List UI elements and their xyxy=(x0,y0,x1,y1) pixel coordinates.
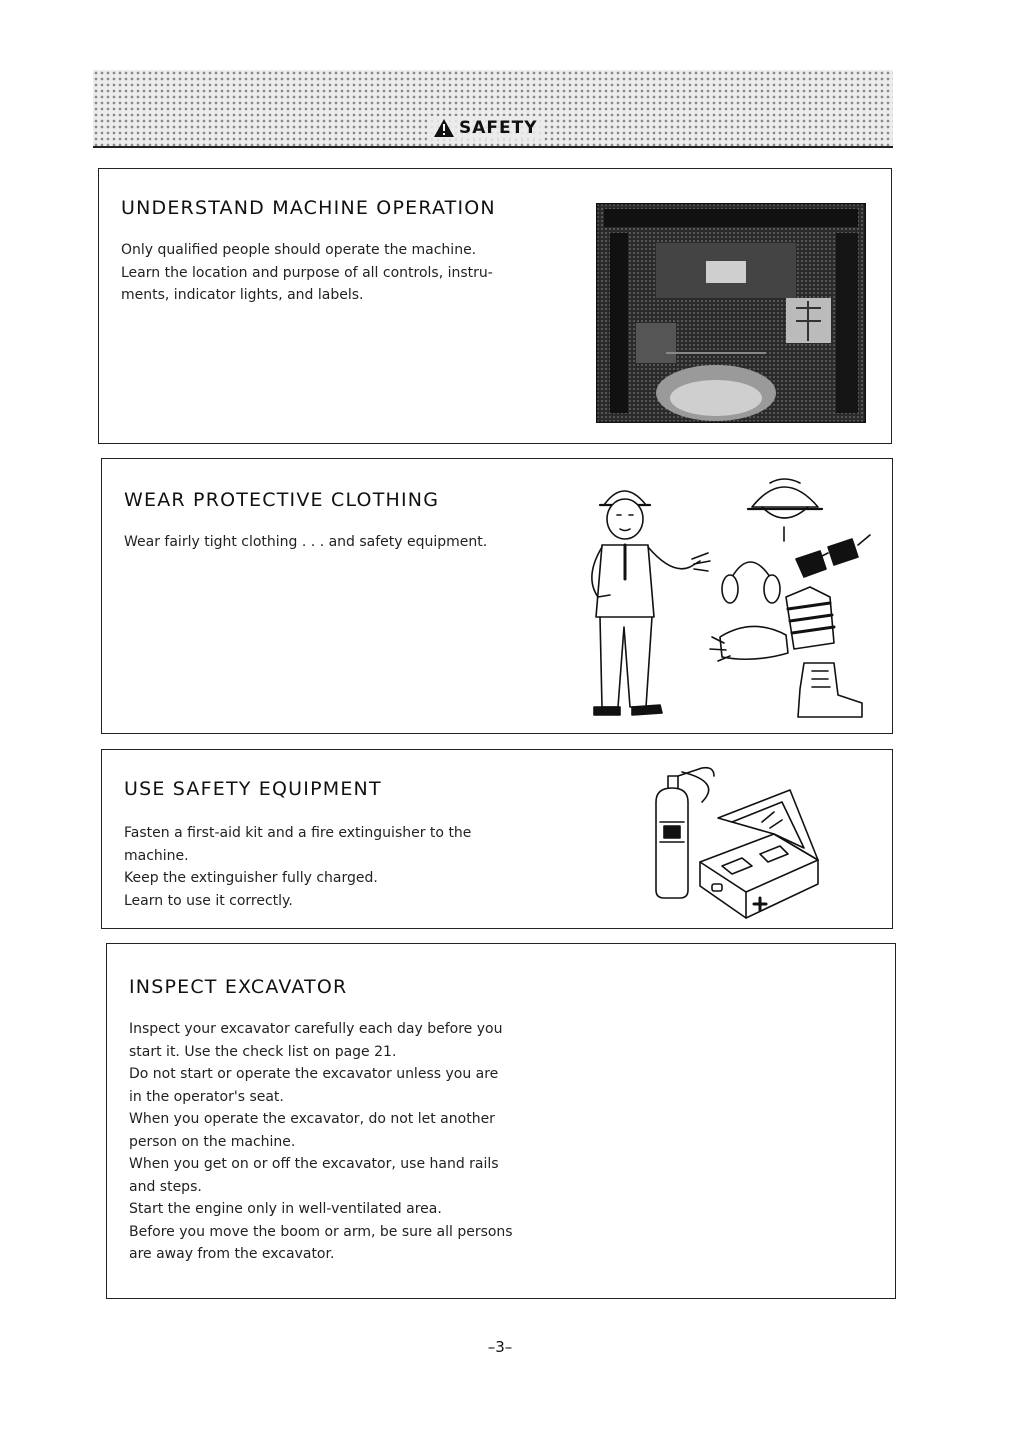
section-body xyxy=(129,1018,559,1266)
work-boot-icon xyxy=(798,663,862,717)
fire-extinguisher-icon xyxy=(656,768,714,898)
body-line: When you get on or off the excavator, use hand rails xyxy=(129,1156,499,1172)
safety-glasses-icon xyxy=(796,535,870,577)
section-title: USE SAFETY EQUIPMENT xyxy=(124,778,382,800)
hard-hat-icon xyxy=(748,479,822,541)
body-line: person on the machine. xyxy=(129,1133,296,1150)
protective-clothing-illustration xyxy=(572,467,872,727)
body-line: machine. xyxy=(124,847,189,864)
body-line: are away from the excavator. xyxy=(129,1246,335,1262)
worker-figure xyxy=(592,491,710,715)
ear-muffs-icon xyxy=(722,562,780,603)
body-line: Keep the extinguisher fully charged. xyxy=(124,870,378,886)
section-use-safety-equipment xyxy=(101,749,893,929)
page-number: –3– xyxy=(487,1338,513,1356)
body-line: Learn the location and purpose of all controls, instru- xyxy=(121,264,493,281)
safety-header-title: SAFETY xyxy=(459,118,538,138)
section-body xyxy=(124,822,544,912)
gloves-icon xyxy=(710,626,788,661)
body-line: Fasten a first-aid kit and a fire extinguisher to the xyxy=(124,825,472,841)
body-line: Only qualified people should operate the machine. xyxy=(121,242,477,258)
section-inspect-excavator xyxy=(106,943,896,1299)
section-wear-protective-clothing xyxy=(101,458,893,734)
body-line: Start the engine only in well-ventilated area. xyxy=(129,1201,442,1217)
safety-header-banner xyxy=(93,70,893,148)
body-line: Inspect your excavator carefully each day before you xyxy=(129,1021,503,1037)
body-line: Wear fairly tight clothing . . . and safety equipment. xyxy=(124,534,488,550)
section-title: WEAR PROTECTIVE CLOTHING xyxy=(124,489,440,511)
body-line: start it. Use the check list on page 21. xyxy=(129,1043,397,1060)
safety-equipment-illustration xyxy=(642,762,832,922)
body-line: When you operate the excavator, do not let another xyxy=(129,1111,495,1127)
body-line: ments, indicator lights, and labels. xyxy=(121,287,364,303)
warning-triangle-icon xyxy=(433,118,455,138)
section-title: INSPECT EXCAVATOR xyxy=(129,976,348,998)
section-title: UNDERSTAND MACHINE OPERATION xyxy=(121,197,496,219)
safety-header-title-group xyxy=(427,116,544,140)
operator-cab-photo xyxy=(596,203,866,423)
section-understand-machine-operation xyxy=(98,168,892,444)
body-line: Before you move the boom or arm, be sure all persons xyxy=(129,1223,513,1240)
body-line: Do not start or operate the excavator unless you are xyxy=(129,1066,499,1082)
safety-vest-icon xyxy=(786,587,834,649)
body-line: and steps. xyxy=(129,1178,202,1195)
body-line: in the operator's seat. xyxy=(129,1088,284,1105)
body-line: Learn to use it correctly. xyxy=(124,892,293,909)
section-body xyxy=(124,531,564,554)
section-body xyxy=(121,239,561,307)
first-aid-kit-icon xyxy=(700,790,818,918)
